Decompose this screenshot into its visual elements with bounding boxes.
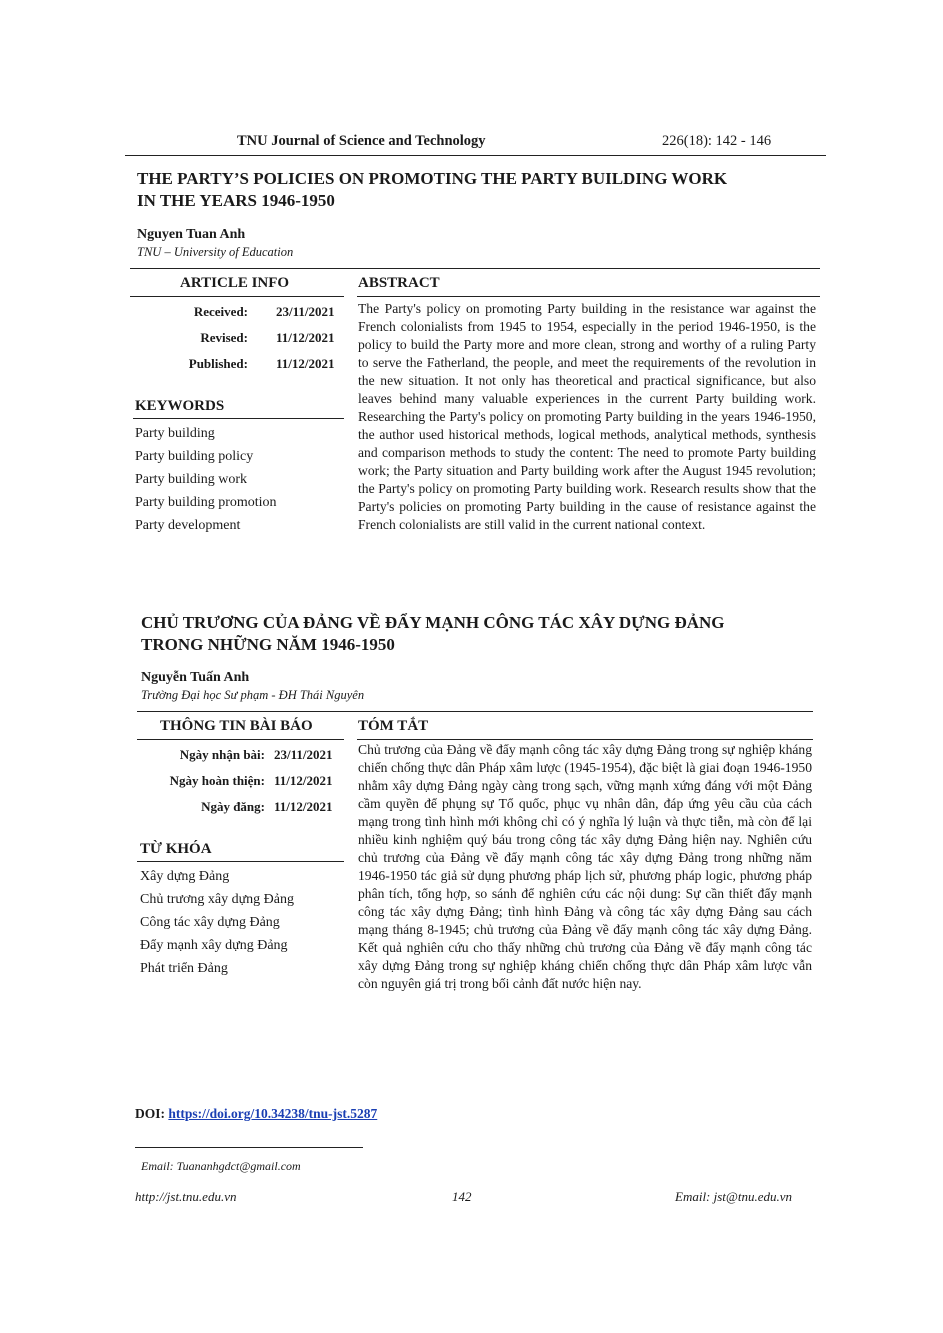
english-keywords-rule [133,418,344,419]
published-label: Published: [188,356,248,371]
keyword-item: Party development [135,518,241,533]
footer-email: Email: jst@tnu.edu.vn [675,1189,793,1204]
english-keywords-list [135,422,277,537]
revised-label: Revised: [200,330,248,345]
english-title [137,168,827,212]
vietnamese-revised-row [130,773,265,791]
vietnamese-article-info-heading: THÔNG TIN BÀI BÁO [160,718,313,734]
received-label: Received: [193,304,248,319]
header-divider [125,155,826,156]
page-number: 142 [452,1189,472,1204]
received-date: 23/11/2021 [276,304,335,319]
vietnamese-author: Nguyễn Tuấn Anh [141,670,250,685]
english-info-left-rule [130,296,344,297]
english-article-info-heading: ARTICLE INFO [180,275,290,291]
vietnamese-info-top-rule [137,711,813,712]
vietnamese-title-line-2: TRONG NHỮNG NĂM 1946-1950 [141,635,395,654]
english-affiliation: TNU – University of Education [137,245,294,259]
keyword-item: Chủ trương xây dựng Đảng [140,892,295,907]
footnote-divider [135,1147,363,1148]
journal-name: TNU Journal of Science and Technology [237,133,486,149]
received-date: 23/11/2021 [274,747,333,762]
doi-link[interactable]: https://doi.org/10.34238/tnu-jst.5287 [168,1106,378,1121]
received-label: Ngày nhận bài: [179,747,265,762]
revised-date: 11/12/2021 [274,773,333,788]
footer-website: http://jst.tnu.edu.vn [135,1189,237,1204]
keyword-item: Phát triển Đảng [140,961,228,976]
vietnamese-keywords-list [140,865,294,980]
vietnamese-keywords-rule [137,861,344,862]
published-date: 11/12/2021 [274,799,333,814]
vietnamese-title-line-1: CHỦ TRƯƠNG CỦA ĐẢNG VỀ ĐẨY MẠNH CÔNG TÁC XÂY DỰNG ĐẢNG [141,613,725,632]
keyword-item: Đẩy mạnh xây dựng Đảng [140,938,288,953]
revised-date: 11/12/2021 [276,330,335,345]
vietnamese-keywords-heading: TỪ KHÓA [140,841,212,857]
keyword-item: Party building promotion [135,495,277,510]
vietnamese-abstract-heading: TÓM TẮT [358,718,429,734]
keyword-item: Party building work [135,472,247,487]
doi-label: DOI: [135,1106,165,1121]
english-abstract-rule [357,296,820,297]
published-label: Ngày đăng: [201,799,265,814]
vietnamese-title [141,612,831,656]
english-revised-row [130,330,248,348]
english-abstract-text: The Party's policy on promoting Party building in the resistance war against the French colonialists from 1945 to 1954, especially in the period 1946-1950, is the policy to build the Party more and more clean, strong and worthy of a ruling Party to serve the Fatherland, the people, and meet the requirements of the revolution in the new situation. It not only has theoretical and practical significance, but also leaves behind many valuable experiences in the current Party building work. Researching the Party's policy on promoting Party building in the years 1946-1950, the author used historical methods, logical methods, analytical methods, synthesis and comparison methods to study the content: The need to promote Party building work; the Party situation and Party building work after the August 1945 revolution; the Party's policy on promoting Party building work. Research results show that the Party's policies on promoting Party building in the cause of resistance against the French colonialists are still valid in the current national context. [358,301,816,532]
english-received-row [130,304,248,322]
vietnamese-info-left-rule [137,739,344,740]
keyword-item: Xây dựng Đảng [140,869,230,884]
vietnamese-abstract-rule [357,739,813,740]
revised-label: Ngày hoàn thiện: [169,773,265,788]
english-info-top-rule [130,268,820,269]
english-title-line-1: THE PARTY’S POLICIES ON PROMOTING THE PARTY BUILDING WORK [137,169,728,188]
vietnamese-published-row [130,799,265,817]
published-date: 11/12/2021 [276,356,335,371]
doi-line [135,1106,377,1122]
issue-pages: 226(18): 142 - 146 [662,133,772,149]
keyword-item: Party building [135,426,215,441]
vietnamese-abstract-text: Chủ trương của Đảng về đẩy mạnh công tác xây dựng Đảng trong sự nghiệp kháng chiến chống thực dân Pháp xâm lược (1945-1954), đặc biệt là giai đoạn 1946-1950 nhằm xây dựng Đảng ngày càng trong sạch, vững mạnh xứng đáng với một Đảng cầm quyền để phụng sự Tổ quốc, phục vụ nhân dân, đáp ứng yêu cầu của cách mạng trong tình hình mới không chỉ có ý nghĩa lý luận và thực tiễn, mà còn để lại nhiều kinh nghiệm quý báu trong công tác xây dựng Đảng hiện nay. Nghiên cứu chủ trương của Đảng về đẩy mạnh công tác xây dựng Đảng trong những năm 1946-1950 tác giả sử dụng phương pháp lịch sử, phương pháp logic, phương pháp phân tích, tổng hợp, so sánh để nghiên cứu các nội dung: Sự cần thiết đẩy mạnh công tác xây dựng Đảng; tình hình Đảng và công tác xây dựng Đảng sau cách mạng tháng 8-1945; chủ trương của Đảng về đẩy mạnh công tác xây dựng Đảng. Kết quả nghiên cứu cho thấy những chủ trương của Đảng về đẩy mạnh công tác xây dựng Đảng trong sự nghiệp kháng chiến chống thực dân Pháp xâm lược vẫn còn nguyên giá trị trong bối cảnh đất nước hiện nay. [358,742,812,991]
english-published-row [130,356,248,374]
vietnamese-affiliation: Trường Đại học Sư phạm - ĐH Thái Nguyên [141,688,365,702]
vietnamese-received-row [130,747,265,765]
author-email-footnote: Email: Tuananhgdct@gmail.com [141,1159,301,1173]
keyword-item: Công tác xây dựng Đảng [140,915,280,930]
english-keywords-heading: KEYWORDS [135,398,225,414]
english-title-line-2: IN THE YEARS 1946-1950 [137,191,335,210]
english-author: Nguyen Tuan Anh [137,227,246,242]
english-abstract-heading: ABSTRACT [358,275,440,291]
keyword-item: Party building policy [135,449,254,464]
